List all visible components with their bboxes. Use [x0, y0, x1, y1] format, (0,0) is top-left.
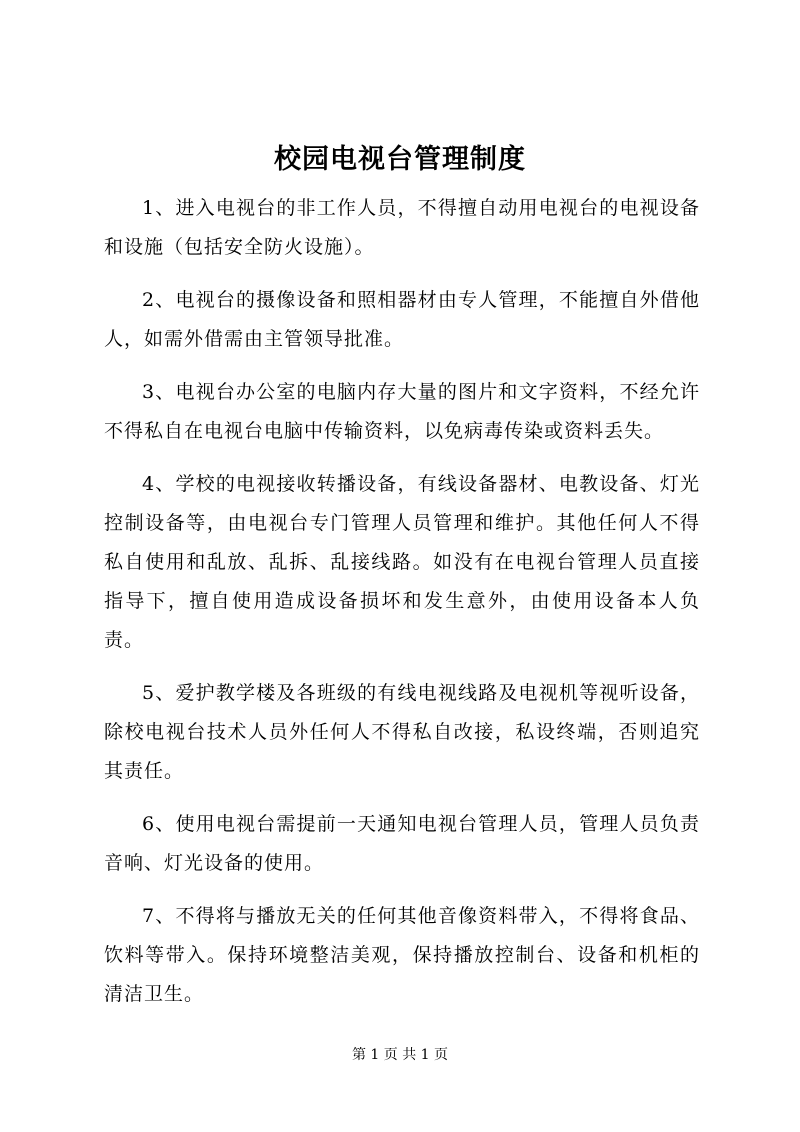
rule-paragraph-3: 3、电视台办公室的电脑内存大量的图片和文字资料，不经允许不得私自在电视台电脑中传输资料，以免病毒传染或资料丢失。: [104, 381, 700, 442]
rule-paragraph-2: 2、电视台的摄像设备和照相器材由专人管理，不能擅自外借他人，如需外借需由主管领导批准。: [104, 289, 700, 350]
page-footer: 第 1 页 共 1 页: [351, 1047, 449, 1063]
rule-paragraph-4: 4、学校的电视接收转播设备，有线设备器材、电教设备、灯光控制设备等，由电视台专门管理人员管理和维护。其他任何人不得私自使用和乱放、乱拆、乱接线路。如没有在电视台管理人员直接指导下，擅自使用造成设备损坏和发生意外，由使用设备本人负责。: [104, 473, 700, 651]
rule-paragraph-6: 6、使用电视台需提前一天通知电视台管理人员，管理人员负责音响、灯光设备的使用。: [104, 813, 700, 874]
rule-paragraph-1: 1、进入电视台的非工作人员，不得擅自动用电视台的电视设备和设施（包括安全防火设施）。: [104, 197, 700, 258]
page-title: 校园电视台管理制度: [274, 144, 526, 175]
rule-paragraph-5: 5、爱护教学楼及各班级的有线电视线路及电视机等视听设备，除校电视台技术人员外任何人不得私自改接，私设终端，否则追究其责任。: [104, 682, 700, 782]
document-body: [104, 189, 700, 1028]
rule-paragraph-7: 7、不得将与播放无关的任何其他音像资料带入，不得将食品、饮料等带入。保持环境整洁美观，保持播放控制台、设备和机柜的清洁卫生。: [104, 905, 700, 1005]
